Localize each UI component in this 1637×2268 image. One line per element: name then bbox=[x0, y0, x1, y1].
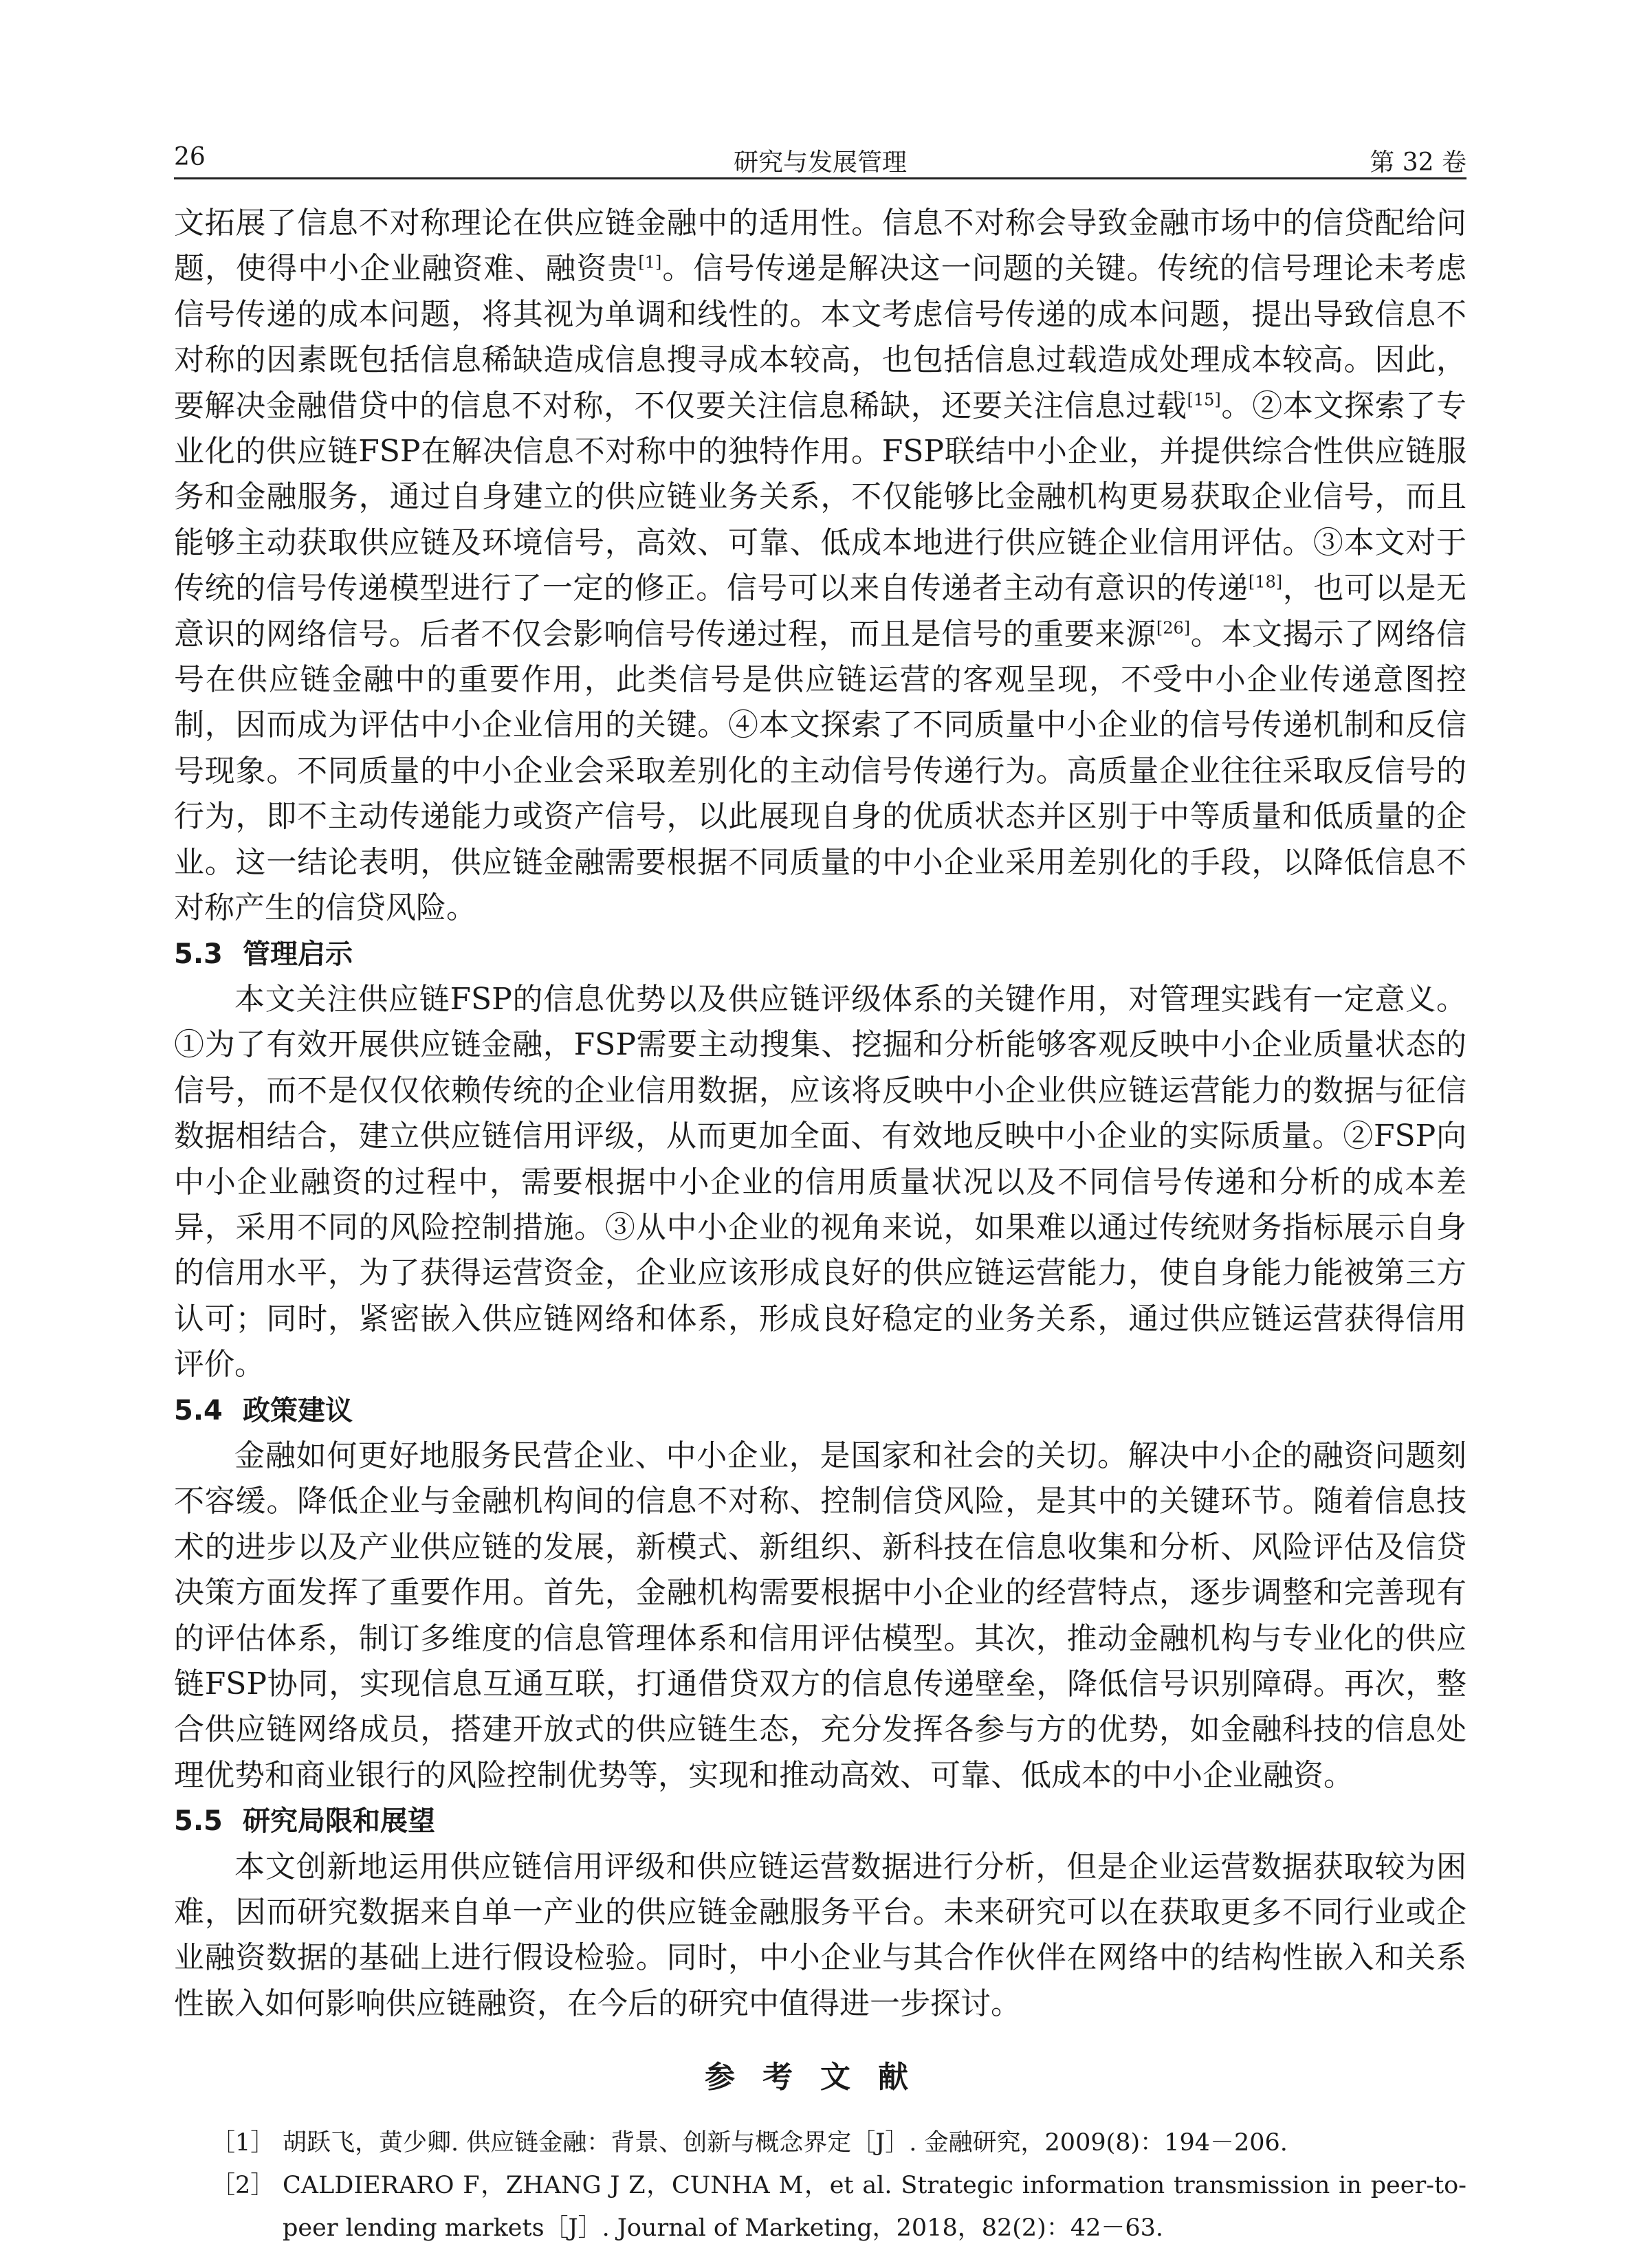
section-number: 5.5 bbox=[174, 1805, 223, 1838]
reference-index: ［2］ bbox=[211, 2172, 275, 2200]
journal-name: 研究与发展管理 bbox=[733, 148, 907, 177]
paragraph-management-implications: 本文关注供应链FSP的信息优势以及供应链评级体系的关键作用，对管理实践有一定意义。①为了有效开展供应链金融，FSP需要主动搜集、挖掘和分析能够客观反映中小企业质量状态的信号，而不是仅仅依赖传统的企业信用数据，应该将反映中小企业供应链运营能力的数据与征信数据相结合，建立供应链信用评级，从而更加全面、有效地反映中小企业的实际质量。②FSP向中小企业融资的过程中，需要根据中小企业的信用质量状况以及不同信号传递和分析的成本差异，采用不同的风险控制措施。③从中小企业的视角来说，如果难以通过传统财务指标展示自身的信用水平，为了获得运营资金，企业应该形成良好的供应链运营能力，使自身能力能被第三方认可；同时，紧密嵌入供应链网络和体系，形成良好稳定的业务关系，通过供应链运营获得信用评价。 bbox=[174, 981, 1466, 1383]
section-number: 5.4 bbox=[174, 1394, 223, 1427]
text-span: 。②本文探索了专业化的供应链FSP在解决信息不对称中的独特作用。FSP联结中小企业，并提供综合性供应链服务和金融服务，通过自身建立的供应链业务关系，不仅能够比金融机构更易获取企业信号，而且能够主动获取供应链及环境信号，高效、可靠、低成本地进行供应链企业信用评估。③本文对于传统的信号传递模型进行了一定的修正。信号可以来自传递者主动有意识的传递 bbox=[174, 388, 1466, 606]
citation: [1] bbox=[638, 252, 662, 272]
section-title: 政策建议 bbox=[243, 1394, 353, 1427]
volume-label: 第 32 卷 bbox=[1370, 148, 1466, 177]
paragraph-contributions bbox=[174, 201, 1466, 932]
section-title: 管理启示 bbox=[243, 938, 353, 970]
text-span: 。本文揭示了网络信号在供应链金融中的重要作用，此类信号是供应链运营的客观呈现，不受中小企业传递意图控制，因而成为评估中小企业信用的关键。④本文探索了不同质量中小企业的信号传递机制和反信号现象。不同质量的中小企业会采取差别化的主动信号传递行为。高质量企业往往采取反信号的行为，即不主动传递能力或资产信号，以此展现自身的优质状态并区别于中等质量和低质量的企业。这一结论表明，供应链金融需要根据不同质量的中小企业采用差别化的手段，以降低信息不对称产生的信贷风险。 bbox=[174, 616, 1467, 926]
text-span: 文拓展了信息不对称理论在供应链金融中的适用性。信息不对称会导致金融市场中的信贷配给问题，使得中小企业融资难、融资贵 bbox=[174, 206, 1466, 287]
section-number: 5.3 bbox=[174, 938, 223, 970]
running-header bbox=[174, 137, 1466, 179]
paragraph-policy-suggestions: 金融如何更好地服务民营企业、中小企业，是国家和社会的关切。解决中小企的融资问题刻不容缓。降低企业与金融机构间的信息不对称、控制信贷风险，是其中的关键环节。随着信息技术的进步以及产业供应链的发展，新模式、新组织、新科技在信息收集和分析、风险评估及信贷决策方面发挥了重要作用。首先，金融机构需要根据中小企业的经营特点，逐步调整和完善现有的评估体系，制订多维度的信息管理体系和信用评估模型。其次，推动金融机构与专业化的供应链FSP协同，实现信息互通互联，打通借贷双方的信息传递壁垒，降低信号识别障碍。再次，整合供应链网络成员，搭建开放式的供应链生态，充分发挥各参与方的优势，如金融科技的信息处理优势和商业银行的风险控制优势等，实现和推动高效、可靠、低成本的中小企业融资。 bbox=[174, 1438, 1466, 1793]
paragraph-limitations: 本文创新地运用供应链信用评级和供应链运营数据进行分析，但是企业运营数据获取较为困难，因而研究数据来自单一产业的供应链金融服务平台。未来研究可以在获取更多不同行业或企业融资数据的基础上进行假设检验。同时，中小企业与其合作伙伴在网络中的结构性嵌入和关系性嵌入如何影响供应链融资，在今后的研究中值得进一步探讨。 bbox=[174, 1849, 1466, 2021]
citation: [18] bbox=[1248, 572, 1283, 592]
page-number: 26 bbox=[174, 143, 206, 171]
reference-index: ［1］ bbox=[211, 2129, 275, 2157]
reference-text: CALDIERARO F，ZHANG J Z，CUNHA M，et al. Strategic information transmission in peer-to-peer lending markets［J］. Journal of Marketing，2018，82(2)：42－63. bbox=[283, 2172, 1466, 2243]
reference-item bbox=[174, 2122, 1466, 2164]
section-title: 研究局限和展望 bbox=[243, 1805, 435, 1838]
section-heading-5-5 bbox=[174, 1798, 1466, 1844]
section-heading-5-3 bbox=[174, 932, 1466, 977]
citation: [26] bbox=[1156, 618, 1191, 637]
citation: [15] bbox=[1187, 389, 1221, 409]
reference-item bbox=[174, 2164, 1466, 2249]
reference-text: 胡跃飞，黄少卿. 供应链金融：背景、创新与概念界定［J］. 金融研究，2009(8)：194－206. bbox=[283, 2129, 1288, 2157]
text-span: ，也可以是无意识的网络信号。后者不仅会影响信号传递过程，而且是信号的重要来源 bbox=[174, 571, 1467, 652]
section-heading-5-4 bbox=[174, 1388, 1466, 1433]
text-span: 。信号传递是解决这一问题的关键。传统的信号理论未考虑信号传递的成本问题，将其视为单调和线性的。本文考虑信号传递的成本问题，提出导致信息不对称的因素既包括信息稀缺造成信息搜寻成本较高，也包括信息过载造成处理成本较高。因此，要解决金融借贷中的信息不对称，不仅要关注信息稀缺，还要关注信息过载 bbox=[174, 251, 1467, 423]
references-heading: 参考文献 bbox=[705, 2060, 936, 2095]
main-text bbox=[174, 201, 1466, 2249]
